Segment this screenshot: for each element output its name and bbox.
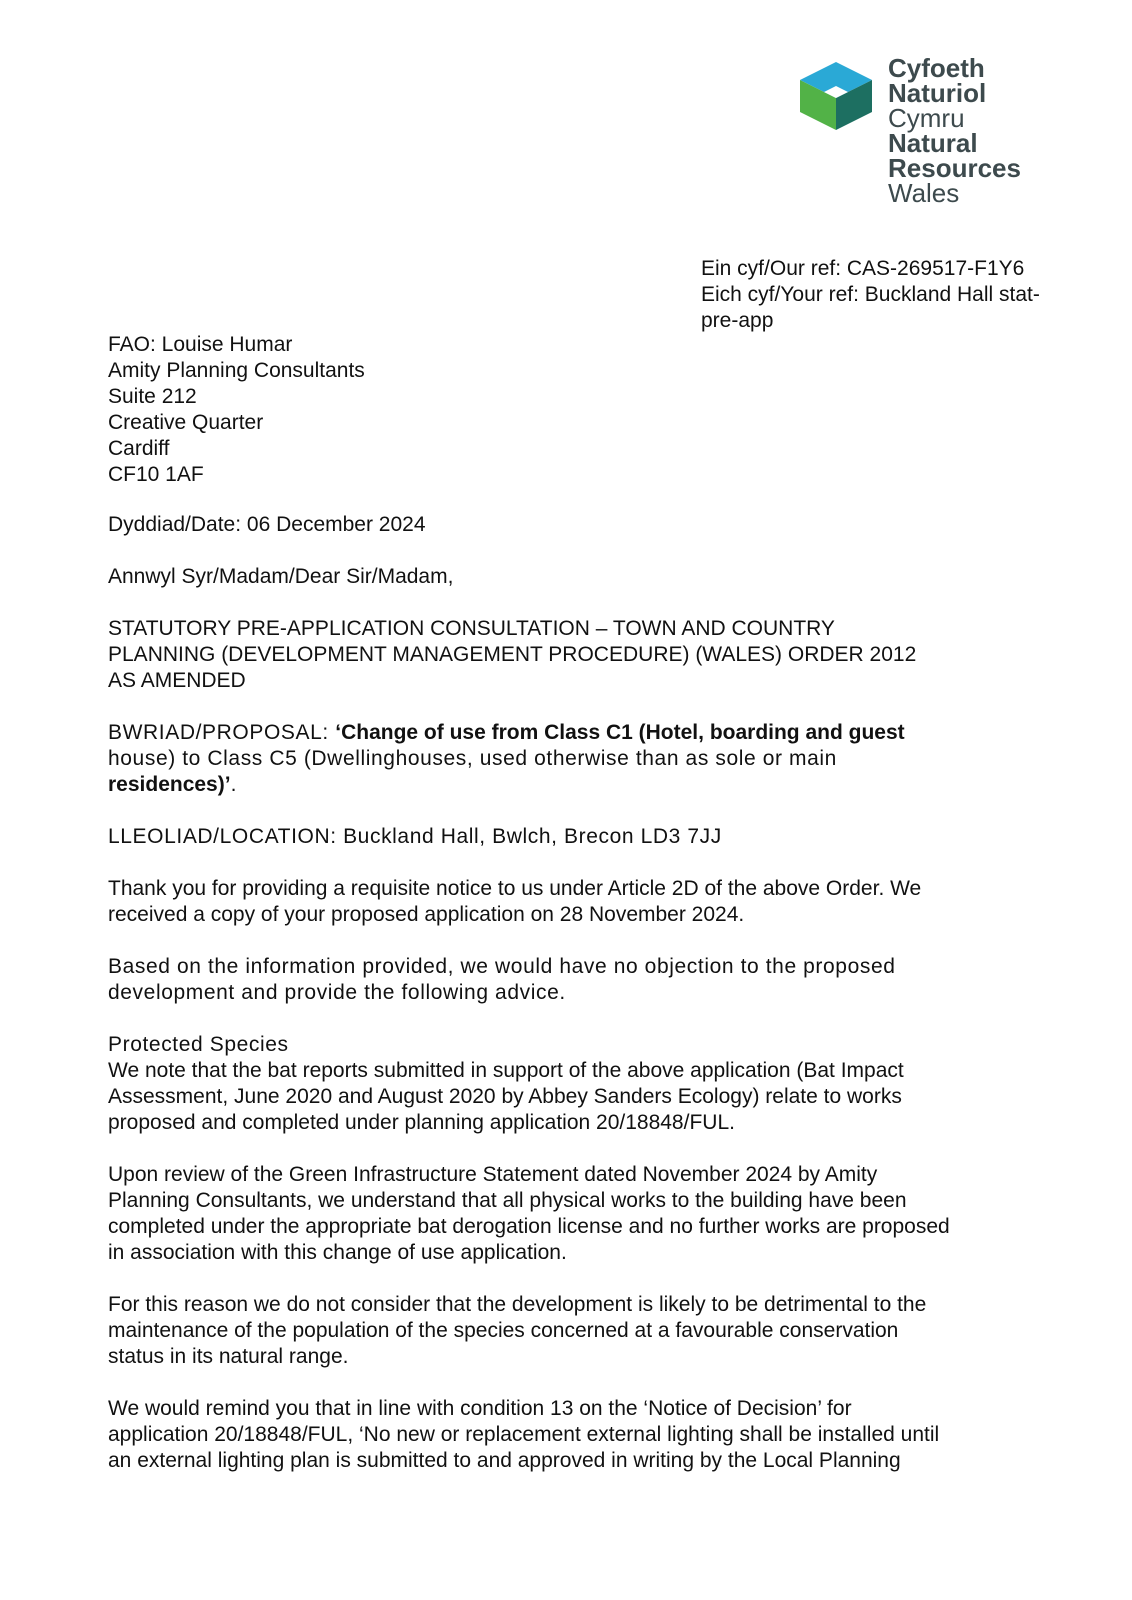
address-line: Cardiff — [108, 437, 170, 460]
address-line: FAO: Louise Humar — [108, 333, 293, 356]
protected-species-section — [108, 1032, 1038, 1136]
proposal-bold-3: residences)’ — [108, 773, 231, 796]
section-title: Protected Species — [108, 1033, 289, 1056]
paragraph-line: status in its natural range. — [108, 1345, 349, 1368]
heading-line: AS AMENDED — [108, 669, 246, 692]
heading-line: PLANNING (DEVELOPMENT MANAGEMENT PROCEDURE) (WALES) ORDER 2012 — [108, 643, 917, 666]
logo-line-3: Cymru — [888, 103, 965, 133]
paragraph-notice — [108, 876, 1038, 928]
address-line: CF10 1AF — [108, 463, 204, 486]
paragraph-line: Based on the information provided, we would have no objection to the proposed — [108, 955, 896, 978]
proposal-end: . — [230, 773, 237, 796]
location-block — [108, 824, 1038, 850]
logo-line-6: Wales — [888, 178, 960, 208]
address-line: Suite 212 — [108, 385, 197, 408]
location-text: LLEOLIAD/LOCATION: Buckland Hall, Bwlch, Brecon LD3 7JJ — [108, 825, 722, 848]
paragraph-line: application 20/18848/FUL, ‘No new or replacement external lighting shall be installed until — [108, 1423, 940, 1446]
heading-line: STATUTORY PRE-APPLICATION CONSULTATION – TOWN AND COUNTRY — [108, 617, 835, 640]
reference-block — [701, 256, 1081, 334]
paragraph-line: Planning Consultants, we understand that all physical works to the building have been — [108, 1189, 907, 1212]
paragraph-line: Assessment, June 2020 and August 2020 by Abbey Sanders Ecology) relate to works — [108, 1085, 902, 1108]
logo-wordmark — [888, 53, 1021, 208]
proposal-bold-1: ‘Change of use from Class C1 (Hotel, boarding and guest — [335, 721, 905, 744]
paragraph-lighting — [108, 1396, 1038, 1474]
consultation-heading — [108, 616, 1038, 694]
salutation-text: Annwyl Syr/Madam/Dear Sir/Madam, — [108, 565, 454, 588]
paragraph-line: proposed and completed under planning application 20/18848/FUL. — [108, 1111, 735, 1134]
recipient-address — [108, 332, 365, 488]
address-line: Amity Planning Consultants — [108, 359, 365, 382]
paragraph-line: development and provide the following advice. — [108, 981, 566, 1004]
paragraph-line: For this reason we do not consider that the development is likely to be detrimental to the — [108, 1293, 927, 1316]
nrw-logo — [798, 53, 1038, 216]
logo-line-5: Resources — [888, 153, 1021, 183]
paragraph-reason — [108, 1292, 1038, 1370]
paragraph-line: in association with this change of use application. — [108, 1241, 567, 1264]
logo-line-1: Cyfoeth — [888, 53, 985, 83]
date-text: Dyddiad/Date: 06 December 2024 — [108, 513, 426, 536]
letter-date — [108, 512, 1038, 538]
your-ref-line-2: pre-app — [701, 309, 774, 332]
paragraph-line: an external lighting plan is submitted to and approved in writing by the Local Planning — [108, 1449, 901, 1472]
paragraph-line: received a copy of your proposed application on 28 November 2024. — [108, 903, 745, 926]
logo-line-4: Natural — [888, 128, 978, 158]
salutation — [108, 564, 1038, 590]
paragraph-line: Thank you for providing a requisite notice to us under Article 2D of the above Order. We — [108, 877, 922, 900]
our-ref: Ein cyf/Our ref: CAS-269517-F1Y6 — [701, 257, 1025, 280]
paragraph-line: completed under the appropriate bat derogation license and no further works are proposed — [108, 1215, 950, 1238]
proposal-label: BWRIAD/PROPOSAL: — [108, 721, 336, 744]
paragraph-line: We would remind you that in line with condition 13 on the ‘Notice of Decision’ for — [108, 1397, 852, 1420]
proposal-block — [108, 720, 1038, 798]
paragraph-line: maintenance of the population of the species concerned at a favourable conservation — [108, 1319, 899, 1342]
paragraph-green-infrastructure — [108, 1162, 1038, 1266]
logo-line-2: Naturiol — [888, 78, 987, 108]
nrw-logo-icon — [798, 60, 874, 132]
paragraph-line: We note that the bat reports submitted in support of the above application (Bat Impact — [108, 1059, 904, 1082]
your-ref-line-1: Eich cyf/Your ref: Buckland Hall stat- — [701, 283, 1040, 306]
address-line: Creative Quarter — [108, 411, 264, 434]
proposal-line-2: house) to Class C5 (Dwellinghouses, used otherwise than as sole or main — [108, 747, 837, 770]
paragraph-line: Upon review of the Green Infrastructure Statement dated November 2024 by Amity — [108, 1163, 878, 1186]
paragraph-no-objection — [108, 954, 1038, 1006]
